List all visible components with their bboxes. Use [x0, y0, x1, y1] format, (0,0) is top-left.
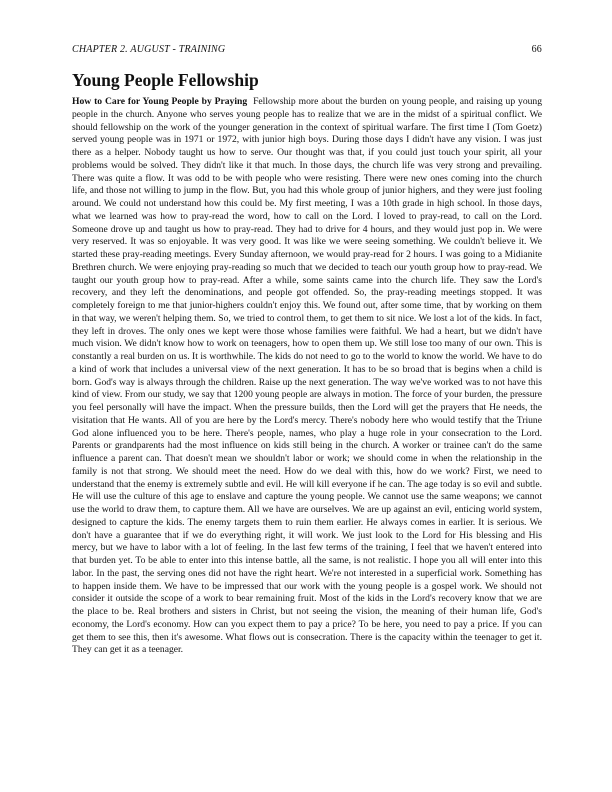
running-header: [72, 44, 542, 55]
paragraph-text: Fellowship more about the burden on young people, and raising up young people in the church. Anyone who serves young people has to realize that we are in the midst of a spiritual conflict. We should fellowship on the work of the younger generation in the context of spiritual warfare. The first time I (Tom Goetz) served young people was in 1971 or 1972, with junior high boys. During those days I didn't have any vision. I was just there as a helper. Nobody taught us how to serve. Our thought was that, if you could just touch your spirit, all your problems would be solved. They didn't like it that much. In those days, the church life was very strong and prevailing. There was quite a flow. It was odd to be with people who were resisting. There were new ones coming into the church life, and those not willing to jump in the flow. But, you had this whole group of junior highers, and they were just fooling around. We could not understand how this could be. My first meeting, I was a 10th grade in high school. In those days, what we learned was how to pray-read the word, how to call on the Lord. I loved to pray-read, to call on the Lord. Someone drove up and taught us how to pray-read. They had to drive for 4 hours, and they would just pop in. We were very reserved. It was so enjoyable. It was very good. It was like we were seeing something. We couldn't believe it. We started these pray-reading meetings. Every Sunday afternoon, we would pray-read for 2 hours. I was going to a Midianite Brethren church. We were enjoying pray-reading so much that we decided to teach our youth group how to pray-read. We taught our youth group how to pray-read. After a while, some saints came into the church life. They saw the Lord's recovery, and they left the denominations, and people got offended. So, the pray-reading meetings stopped. It was completely foreign to me that junior-highers couldn't enjoy this. We found out, after some time, that by working on them in that way, we weren't helping them. So, we tried to control them, to get them to sit nice. We lost a lot of the kids. In fact, they left in droves. The only ones we kept were those whose families were faithful. We had a heart, but we didn't have much vision. We didn't know how to work on teenagers, how to open them up. We still lose too many of our own. This is constantly a real burden on us. It is worthwhile. The kids do not need to go to the world to know the world. We have to do a kind of work that includes a universal view of the next generation. It has to be so broad that is begins when a child is born. God's way is always through the children. Raise up the next generation. The way we've worked was to not have this kind of view. From our study, we say that 1200 young people are always in motion. The force of your burden, the pressure you feel personally will have the impact. When the pressure builds, then the Lord will get the prayers that He needs, the visitation that He wants. All of you are here by the Lord's mercy. There's nobody here who would testify that the Triune God alone influenced you to be here. There's people, names, who play a huge role in your consecration to the Lord. Parents or grandparents had the most influence on kids still being in the church. A worker or trainee can't do the same influence a parent can. That doesn't mean we shouldn't labor or work; we should come in when the relationship in the family is not that strong. We should meet the need. How do we deal with this, how do we work? First, we need to understand that the enemy is extremely subtle and evil. He will kill everyone if he can. The age today is so evil and subtle. He will use the culture of this age to enslave and capture the young people. We cannot use the same weapons; we cannot use the world to draw them, to capture them. All we have are ourselves. We are up against an evil, enticing world system, designed to capture the kids. The enemy targets them to ruin them earlier. He always comes in earlier. It is serious. We don't have a guarantee that if we do everything right, it will work. We just look to the Lord for His blessing and His mercy, but we have to labor with a lot of feeling. In the last few terms of the training, I feel that we haven't entered into that burden yet. To be able to enter into this intense battle, all the same, is not realistic. I hope you all will enter into this labor. In the past, the serving ones did not have the right heart. We're not interested in a superficial work. Something has to happen inside them. We have to be impressed that our work with the young people is a gospel work. We should not consider it outside the scope of a work to bear remaining fruit. Most of the kids in the Lord's recovery know that we are the place to be. Real brothers and sisters in Christ, but not seeing the vision, the meaning of their human life, God's economy, the Lord's economy. How can you expect them to pay a price? To be here, you need to pay a price. If you can get them to see this, then it's awesome. What flows out is consecration. There is the capacity within the teenager to get it. They can get it as a teenager.: [72, 96, 543, 656]
paragraph-run-in-heading: How to Care for Young People by Praying: [72, 96, 248, 107]
body-paragraph: [72, 96, 542, 657]
section-title: Young People Fellowship: [72, 70, 259, 90]
chapter-label: CHAPTER 2. AUGUST - TRAINING: [72, 44, 226, 55]
page-number: 66: [531, 44, 542, 55]
